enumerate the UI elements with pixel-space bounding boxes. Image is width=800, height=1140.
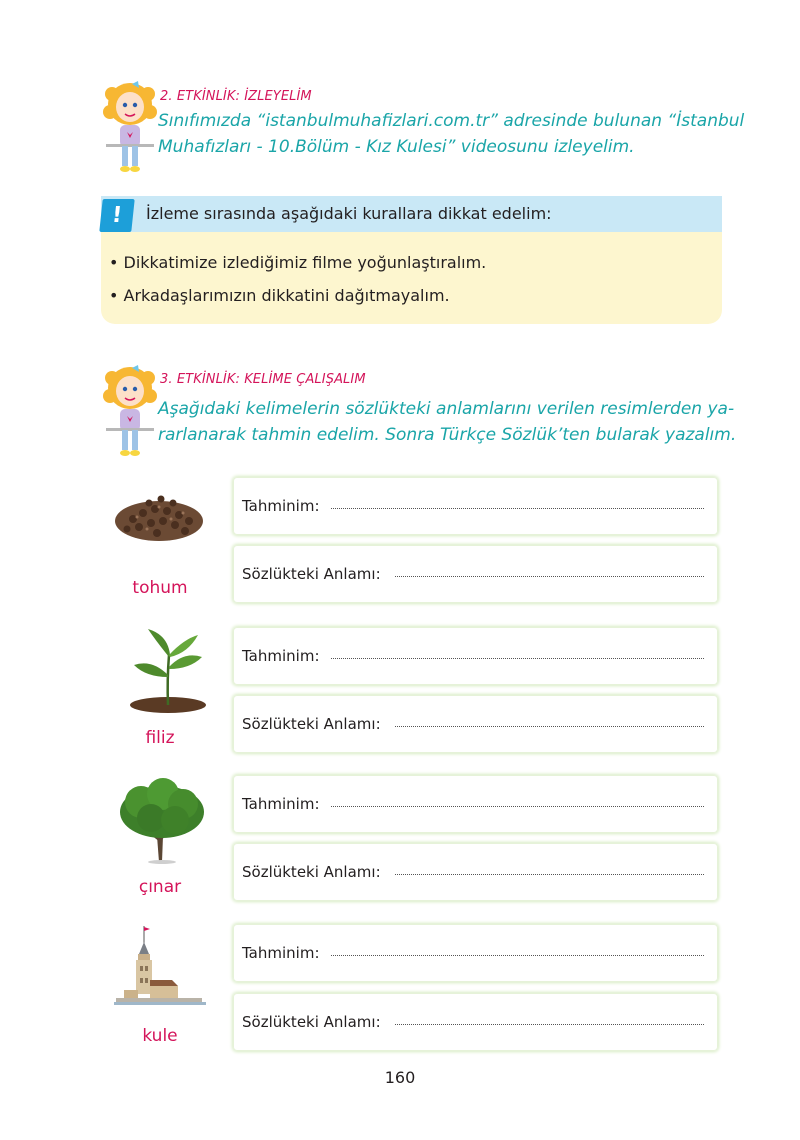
answer-dotted-line[interactable] — [331, 508, 704, 509]
girl-mascot-icon — [102, 364, 158, 460]
answer-dotted-line[interactable] — [395, 874, 704, 875]
activity-2-line-1: Sınıfımızda “istanbulmuhafizlari.com.tr” adresinde bulunan “İstanbul — [158, 111, 745, 131]
warning-rule-2: • Arkadaşlarımızın dikkatini dağıtmayalım. — [109, 286, 450, 305]
meaning-field[interactable] — [233, 993, 718, 1051]
activity-3-line-2: rarlanarak tahmin edelim. Sonra Türkçe Sözlük’ten bularak yazalım. — [158, 425, 737, 445]
answer-dotted-line[interactable] — [395, 726, 704, 727]
meaning-label: Sözlükteki Anlamı: — [242, 715, 381, 733]
meaning-field[interactable] — [233, 545, 718, 603]
guess-field[interactable] — [233, 775, 718, 833]
guess-label: Tahminim: — [242, 647, 320, 665]
activity-3-title: 3. ETKİNLİK: KELİME ÇALIŞALIM — [160, 372, 366, 387]
guess-field[interactable] — [233, 627, 718, 685]
seeds-image — [113, 485, 205, 545]
activity-2-title: 2. ETKİNLİK: İZLEYELİM — [160, 89, 312, 104]
answer-dotted-line[interactable] — [331, 955, 704, 956]
meaning-field[interactable] — [233, 695, 718, 753]
guess-field[interactable] — [233, 924, 718, 982]
answer-dotted-line[interactable] — [331, 658, 704, 659]
word-label: filiz — [145, 728, 175, 748]
guess-field[interactable] — [233, 477, 718, 535]
activity-2-line-2: Muhafızları - 10.Bölüm - Kız Kulesi” videosunu izleyelim. — [158, 137, 635, 157]
meaning-label: Sözlükteki Anlamı: — [242, 1013, 381, 1031]
page-number: 160 — [384, 1068, 416, 1087]
guess-label: Tahminim: — [242, 795, 320, 813]
tree-image — [117, 778, 207, 864]
activity-3-line-1: Aşağıdaki kelimelerin sözlükteki anlamlarını verilen resimlerden ya- — [158, 399, 735, 419]
meaning-label: Sözlükteki Anlamı: — [242, 863, 381, 881]
answer-dotted-line[interactable] — [395, 576, 704, 577]
warning-rule-1: • Dikkatimize izlediğimiz filme yoğunlaştıralım. — [109, 253, 487, 272]
sprout-image — [128, 625, 208, 713]
answer-dotted-line[interactable] — [331, 806, 704, 807]
warning-title: İzleme sırasında aşağıdaki kurallara dikkat edelim: — [146, 204, 552, 223]
word-label: kule — [142, 1026, 178, 1046]
answer-dotted-line[interactable] — [395, 1024, 704, 1025]
meaning-field[interactable] — [233, 843, 718, 901]
girl-mascot-icon — [102, 80, 158, 176]
tower-image — [114, 924, 206, 1010]
guess-label: Tahminim: — [242, 944, 320, 962]
word-label: çınar — [138, 877, 182, 897]
guess-label: Tahminim: — [242, 497, 320, 515]
exclamation-icon: ! — [99, 199, 134, 232]
meaning-label: Sözlükteki Anlamı: — [242, 565, 381, 583]
word-label: tohum — [132, 578, 188, 598]
